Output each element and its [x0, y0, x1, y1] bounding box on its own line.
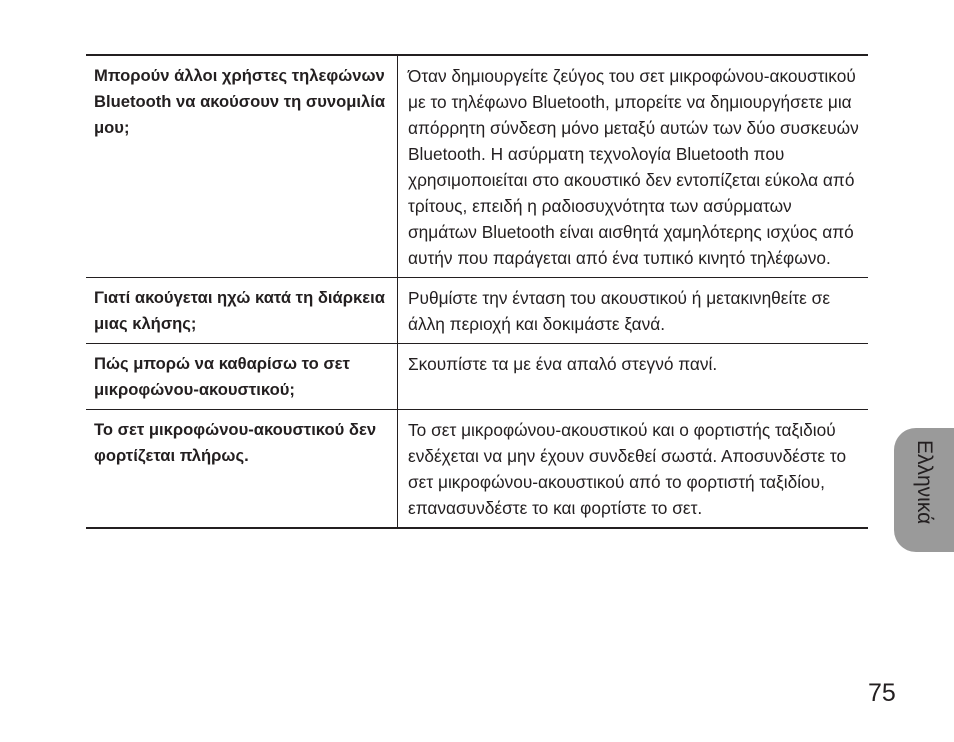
faq-question: Μπορούν άλλοι χρήστες τηλεφώνων Bluetooth να ακούσουν τη συνομιλία μου;: [86, 55, 398, 278]
faq-table: [86, 54, 868, 529]
faq-answer: Ρυθμίστε την ένταση του ακουστικού ή μετακινηθείτε σε άλλη περιοχή και δοκιμάστε ξανά.: [408, 288, 831, 334]
faq-question: Γιατί ακούγεται ηχώ κατά τη διάρκεια μιας κλήσης;: [86, 278, 398, 344]
faq-row: [86, 344, 868, 410]
page-number: 75: [868, 679, 896, 707]
faq-row: [86, 55, 868, 278]
language-tab: [894, 428, 954, 552]
faq-answer: Σκουπίστε τα με ένα απαλό στεγνό πανί.: [408, 354, 718, 374]
faq-row: [86, 410, 868, 529]
language-tab-label: Ελληνικά: [913, 440, 936, 525]
faq-question: Το σετ μικροφώνου-ακουστικού δεν φορτίζεται πλήρως.: [86, 410, 398, 529]
faq-answer: Το σετ μικροφώνου-ακουστικού και ο φορτιστής ταξιδιού ενδέχεται να μην έχουν συνδεθεί σωστά. Αποσυνδέστε το σετ μικροφώνου-ακουστικού από το φορτιστή ταξιδίου, επανασυνδέστε το και φορτίστε το σετ.: [408, 420, 847, 518]
faq-answer: Όταν δημιουργείτε ζεύγος του σετ μικροφώνου-ακουστικού με το τηλέφωνο Bluetooth, μπορείτε να δημιουργήσετε μια απόρρητη σύνδεση μόνο μεταξύ αυτών των δύο συσκευών Bluetooth. Η ασύρματη τεχνολογία Bluetooth που χρησιμοποιείται στο ακουστικό δεν εντοπίζεται εύκολα από τρίτους, επειδή η ραδιοσυχνότητα των ασύρματων σημάτων Bluetooth είναι αισθητά χαμηλότερης ισχύος από αυτήν που παράγεται από ένα τυπικό κινητό τηλέφωνο.: [408, 66, 859, 268]
faq-question: Πώς μπορώ να καθαρίσω το σετ μικροφώνου-ακουστικού;: [86, 344, 398, 410]
faq-row: [86, 278, 868, 344]
